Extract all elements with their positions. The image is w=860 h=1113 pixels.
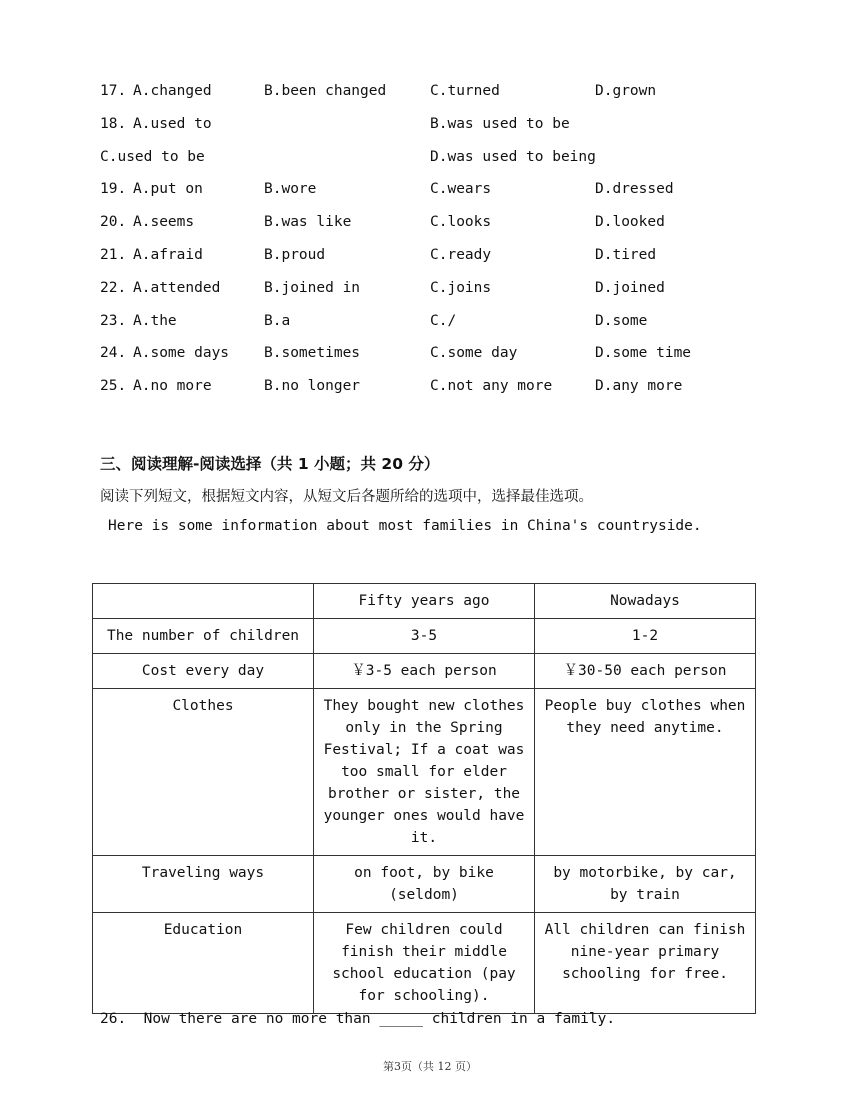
- question-number: 20.: [100, 214, 127, 230]
- passage-intro: Here is some information about most families in China's countryside.: [108, 518, 702, 534]
- section-instruction: 阅读下列短文，根据短文内容，从短文后各题所给的选项中，选择最佳选项。: [100, 489, 593, 505]
- option-a: A.seems: [133, 214, 195, 230]
- option-c: C.wears: [430, 181, 492, 197]
- option-b: B.a: [264, 313, 291, 329]
- table-cell: by motorbike, by car, by train: [535, 856, 756, 913]
- option-d: D.grown: [595, 83, 657, 99]
- info-table: [92, 583, 756, 1014]
- table-header-cell: Fifty years ago: [314, 584, 535, 619]
- option-d: D.tired: [595, 247, 657, 263]
- option-d: D.looked: [595, 214, 665, 230]
- option-a: A.used to: [133, 116, 212, 132]
- table-row: [93, 856, 756, 913]
- option-a: A.afraid: [133, 247, 203, 263]
- question-number: 25.: [100, 378, 127, 394]
- option-c: D.was used to being: [430, 149, 596, 165]
- option-a: A.attended: [133, 280, 221, 296]
- question-number: 23.: [100, 313, 127, 329]
- table-cell: All children can finish nine-year primary schooling for free.: [535, 913, 756, 1014]
- question-number: 22.: [100, 280, 127, 296]
- option-b: B.was like: [264, 214, 352, 230]
- table-row: [93, 913, 756, 1014]
- option-d: D.dressed: [595, 181, 674, 197]
- option-c: C.turned: [430, 83, 500, 99]
- option-c: B.was used to be: [430, 116, 570, 132]
- option-b: B.been changed: [264, 83, 387, 99]
- table-cell: on foot, by bike (seldom): [314, 856, 535, 913]
- table-cell: 1-2: [535, 619, 756, 654]
- table-cell: Clothes: [93, 689, 314, 856]
- option-b: B.sometimes: [264, 345, 361, 361]
- table-cell: Education: [93, 913, 314, 1014]
- question-number: 21.: [100, 247, 127, 263]
- table-cell: People buy clothes when they need anytime.: [535, 689, 756, 856]
- option-a: A.the: [133, 313, 177, 329]
- page-footer: 第3页（共 12 页）: [383, 1060, 477, 1073]
- option-b: B.wore: [264, 181, 317, 197]
- section-title: 三、阅读理解-阅读选择（共 1 小题；共 20 分）: [100, 455, 440, 473]
- option-d: D.some time: [595, 345, 692, 361]
- option-a: A.changed: [133, 83, 212, 99]
- option-d: D.any more: [595, 378, 683, 394]
- option-a: A.no more: [133, 378, 212, 394]
- option-b: B.joined in: [264, 280, 361, 296]
- option-c: C.looks: [430, 214, 492, 230]
- table-cell: Traveling ways: [93, 856, 314, 913]
- question-number: 18.: [100, 116, 127, 132]
- table-row: [93, 654, 756, 689]
- option-d: D.joined: [595, 280, 665, 296]
- option-c: C.not any more: [430, 378, 553, 394]
- table-header-row: [93, 584, 756, 619]
- option-b: B.no longer: [264, 378, 361, 394]
- option-d: D.some: [595, 313, 648, 329]
- table-cell: Cost every day: [93, 654, 314, 689]
- option-a: C.used to be: [100, 149, 205, 165]
- option-c: C.joins: [430, 280, 492, 296]
- table-cell: ￥30-50 each person: [535, 654, 756, 689]
- table-header-cell: Nowadays: [535, 584, 756, 619]
- table-row: [93, 689, 756, 856]
- table-cell: The number of children: [93, 619, 314, 654]
- table-row: [93, 619, 756, 654]
- table-cell: 3-5: [314, 619, 535, 654]
- option-c: C.ready: [430, 247, 492, 263]
- question-number: 24.: [100, 345, 127, 361]
- option-b: B.proud: [264, 247, 326, 263]
- table-cell: They bought new clothes only in the Spring Festival; If a coat was too small for elder brother or sister, the younger ones would have it.: [314, 689, 535, 856]
- option-c: C./: [430, 313, 457, 329]
- table-cell: ￥3-5 each person: [314, 654, 535, 689]
- question-number: 19.: [100, 181, 127, 197]
- table-cell: Few children could finish their middle school education (pay for schooling).: [314, 913, 535, 1014]
- question-number: 17.: [100, 83, 127, 99]
- option-a: A.put on: [133, 181, 203, 197]
- table-header-cell: [93, 584, 314, 619]
- question-26: 26. Now there are no more than _____ children in a family.: [100, 1011, 616, 1027]
- option-c: C.some day: [430, 345, 518, 361]
- option-a: A.some days: [133, 345, 230, 361]
